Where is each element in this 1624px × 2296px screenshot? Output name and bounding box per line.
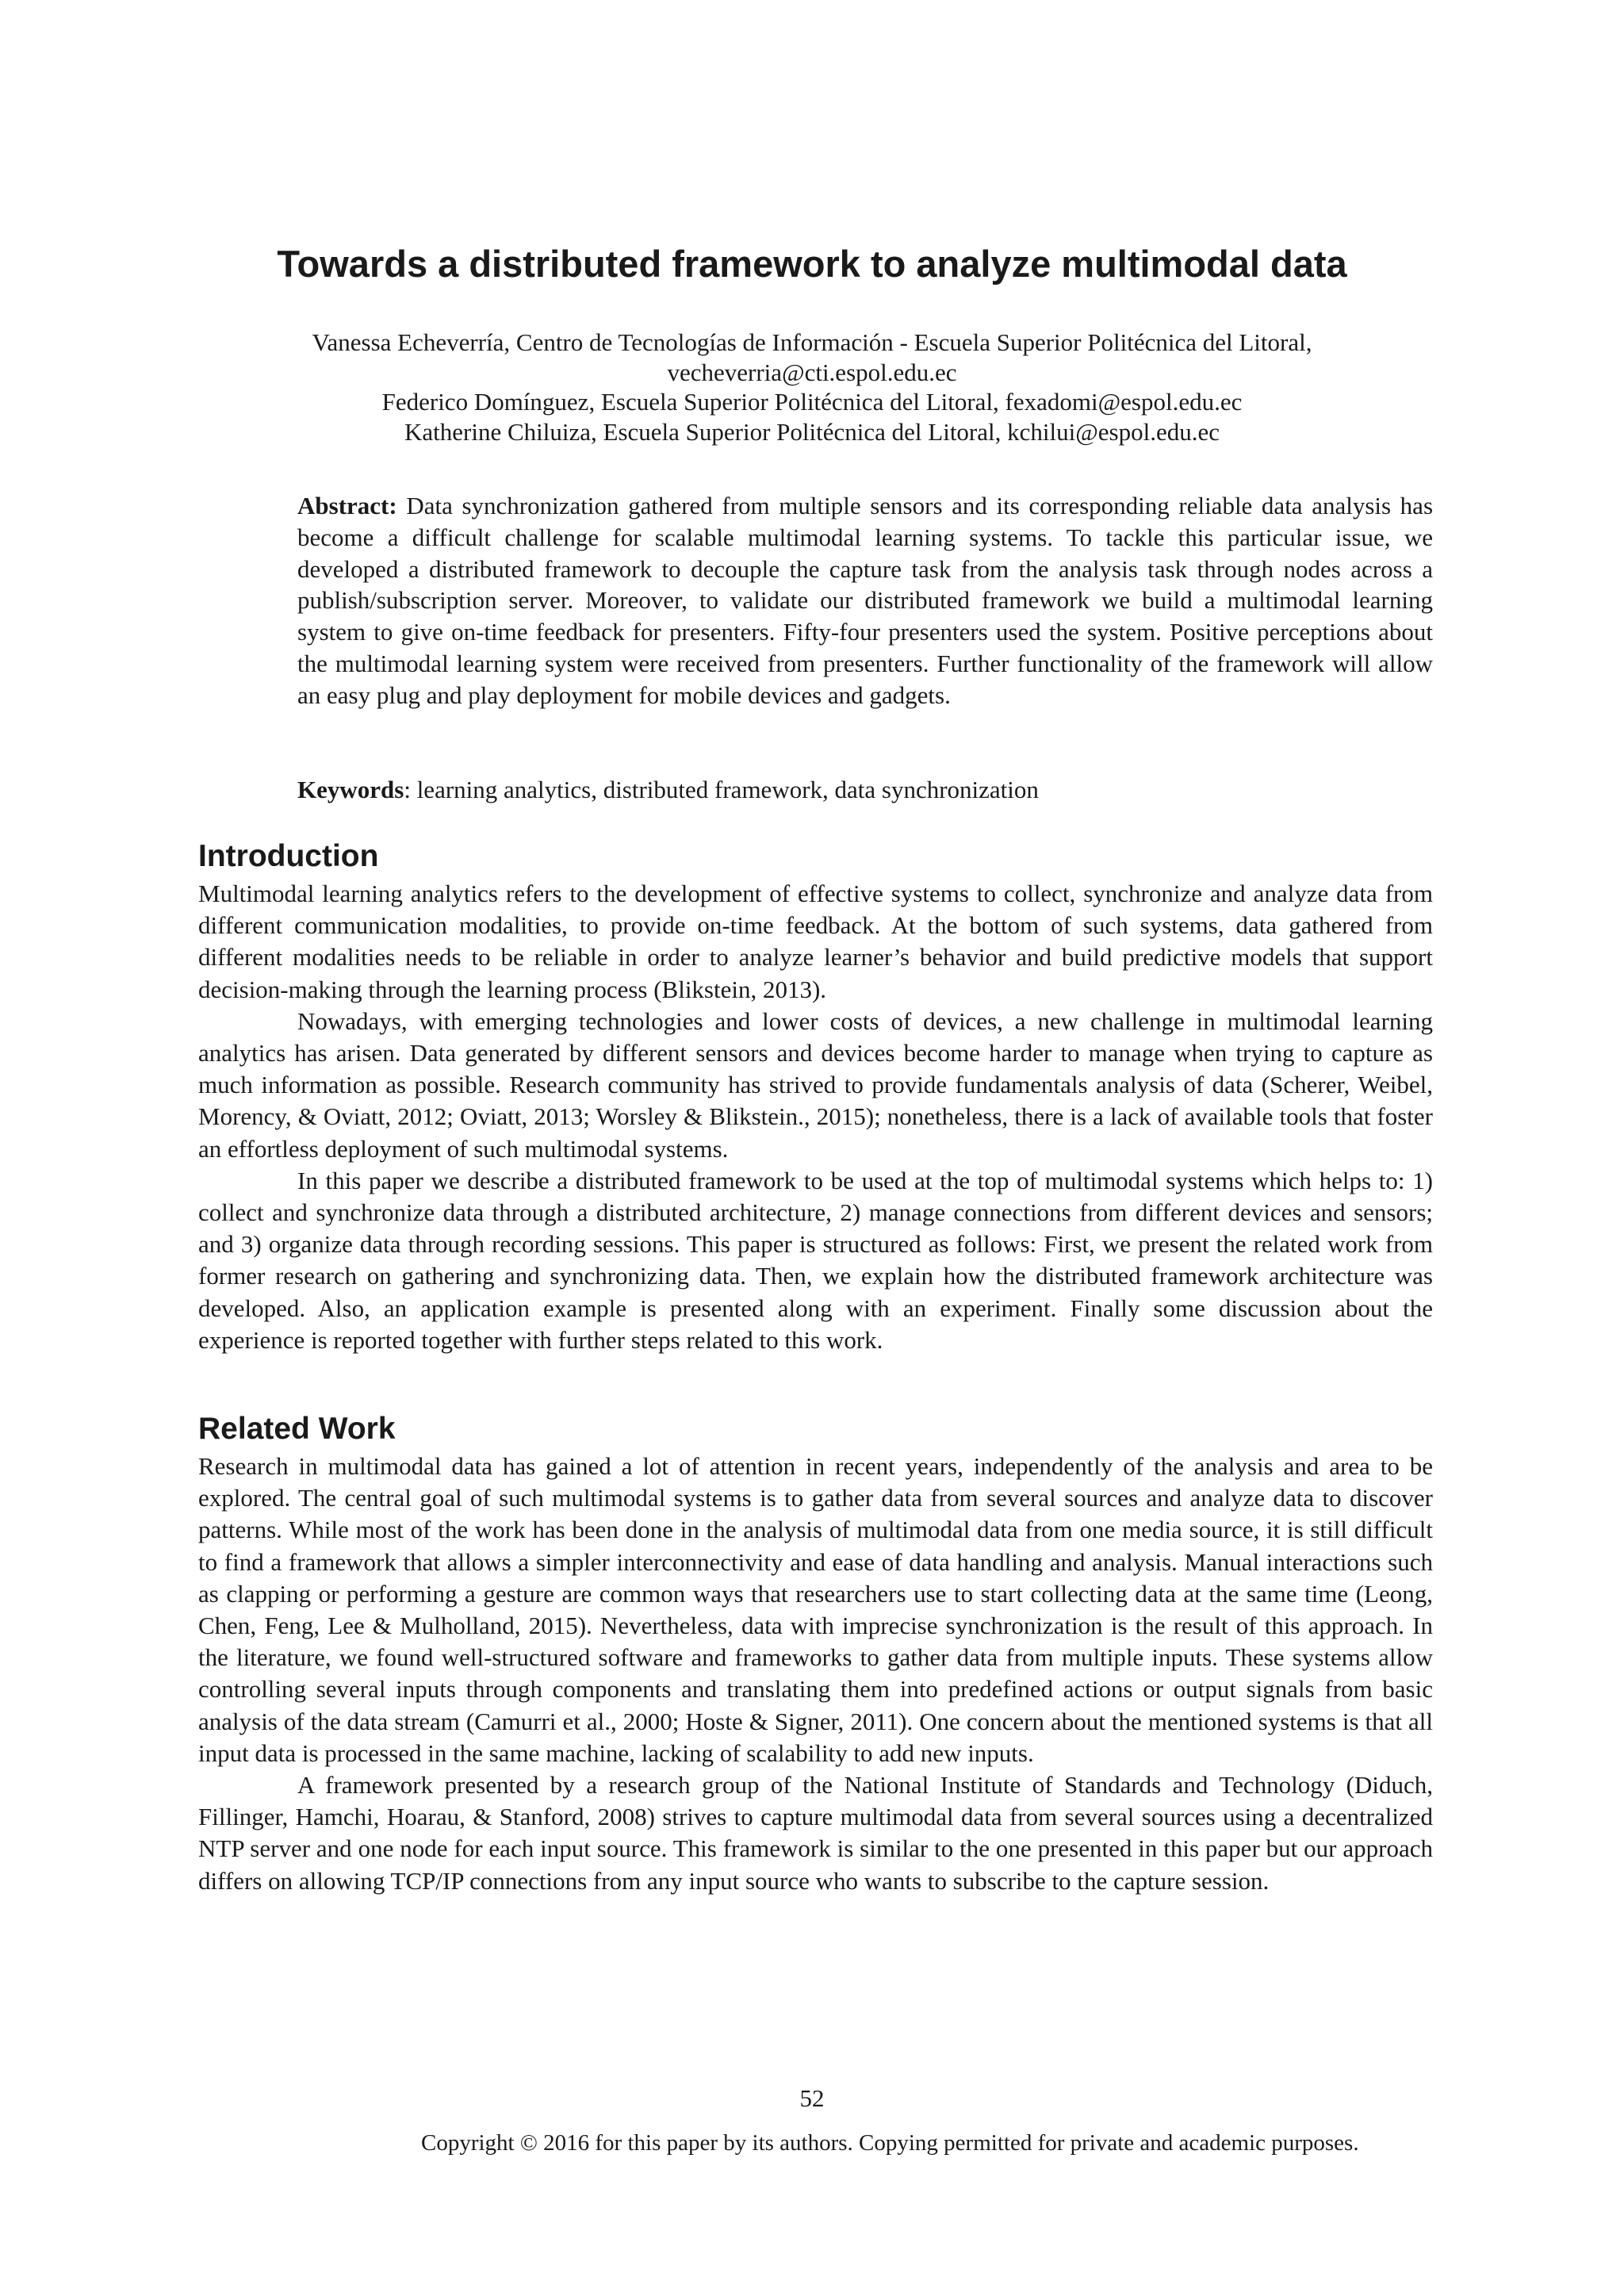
- paragraph: Multimodal learning analytics refers to the development of effective systems to collect, synchronize and analyze data from different communication modalities, to provide on-time feedback. At the bottom of such systems, data gathered from different modalities needs to be reliable in order to analyze learner’s behavior and build predictive models that support decision-making through the learning process (Blikstein, 2013).: [198, 880, 1433, 1003]
- section-body-related-work: [198, 1451, 1433, 1897]
- author-line: Katherine Chiluiza, Escuela Superior Politécnica del Litoral, kchilui@espol.edu.ec: [404, 417, 1220, 446]
- author-block: [198, 328, 1426, 447]
- abstract-text: Data synchronization gathered from multiple sensors and its corresponding reliable data analysis has become a difficult challenge for scalable multimodal learning systems. To tackle this particular issue, we developed a distributed framework to decouple the capture task from the analysis task through nodes across a publish/subscription server. Moreover, to validate our distributed framework we build a multimodal learning system to give on-time feedback for presenters. Fifty-four presenters used the system. Positive perceptions about the multimodal learning system were received from presenters. Further functionality of the framework will allow an easy plug and play deployment for mobile devices and gadgets.: [297, 492, 1434, 709]
- page-number: 52: [799, 2084, 825, 2112]
- author-line: vecheverria@cti.espol.edu.ec: [667, 358, 957, 386]
- author-line: Vanessa Echeverría, Centro de Tecnologías de Información - Escuela Superior Politécnica del Litoral,: [312, 328, 1312, 356]
- section-heading-related-work: Related Work: [198, 1412, 396, 1446]
- author-line: Federico Domínguez, Escuela Superior Politécnica del Litoral, fexadomi@espol.edu.ec: [381, 388, 1243, 416]
- keywords-label: Keywords: [297, 776, 404, 803]
- abstract: [297, 490, 1433, 711]
- paragraph: A framework presented by a research group of the National Institute of Standards and Technology (Diduch, Fillinger, Hamchi, Hoarau, & Stanford, 2008) strives to capture multimodal data from several sources using a decentralized NTP server and one node for each input source. This framework is similar to the one presented in this paper but our approach differs on allowing TCP/IP connections from any input source who wants to subscribe to the capture session.: [198, 1771, 1433, 1895]
- paragraph: In this paper we describe a distributed framework to be used at the top of multimodal systems which helps to: 1) collect and synchronize data through a distributed architecture, 2) manage connections from different devices and sensors; and 3) organize data through recording sessions. This paper is structured as follows: First, we present the related work from former research on gathering and synchronizing data. Then, we explain how the distributed framework architecture was developed. Also, an application example is presented along with an experiment. Finally some discussion about the experience is reported together with further steps related to this work.: [198, 1166, 1433, 1354]
- paragraph: Research in multimodal data has gained a lot of attention in recent years, independently of the analysis and area to be explored. The central goal of such multimodal systems is to gather data from several sources and analyze data to discover patterns. While most of the work has been done in the analysis of multimodal data from one media source, it is still difficult to find a framework that allows a simpler interconnectivity and ease of data handling and analysis. Manual interactions such as clapping or performing a gesture are common ways that researchers use to start collecting data at the same time (Leong, Chen, Feng, Lee & Mulholland, 2015). Nevertheless, data with imprecise synchronization is the result of this approach. In the literature, we found well-structured software and frameworks to gather data from multiple inputs. These systems allow controlling several inputs through components and translating them into predefined actions or output signals from basic analysis of the data stream (Camurri et al., 2000; Hoste & Signer, 2011). One concern about the mentioned systems is that all input data is processed in the same machine, lacking of scalability to add new inputs.: [198, 1452, 1433, 1767]
- keywords: [297, 774, 1433, 806]
- copyright-notice: Copyright © 2016 for this paper by its authors. Copying permitted for private and academic purposes.: [421, 2130, 1359, 2156]
- section-heading-introduction: Introduction: [198, 839, 379, 873]
- abstract-label: Abstract:: [297, 492, 397, 519]
- paper-title: Towards a distributed framework to analyze multimodal data: [277, 243, 1347, 285]
- paragraph: Nowadays, with emerging technologies and lower costs of devices, a new challenge in multimodal learning analytics has arisen. Data generated by different sensors and devices become harder to manage when trying to capture as much information as possible. Research community has strived to provide fundamentals analysis of data (Scherer, Weibel, Morency, & Oviatt, 2012; Oviatt, 2013; Worsley & Blikstein., 2015); nonetheless, there is a lack of available tools that foster an effortless deployment of such multimodal systems.: [198, 1006, 1433, 1163]
- section-body-introduction: [198, 878, 1433, 1356]
- keywords-text: : learning analytics, distributed framework, data synchronization: [404, 776, 1039, 803]
